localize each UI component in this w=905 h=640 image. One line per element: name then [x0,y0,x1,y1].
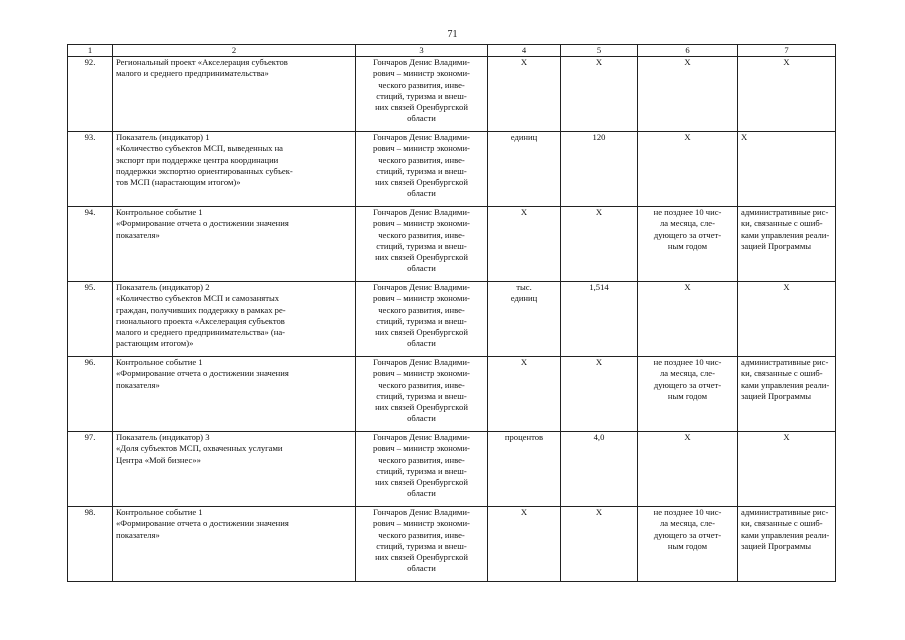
item-name-line: показателя» [116,529,160,540]
unit-of-measure-line: единиц [510,132,538,142]
responsible-person-line: стиций, туризма и внеш- [376,465,467,476]
deadline [638,507,738,582]
target-value: Х [561,207,638,282]
program-table [67,44,836,582]
risk-description [738,432,836,507]
responsible-person-line: области [407,488,436,499]
item-name [113,207,356,282]
deadline-line: не позднее 10 чис- [653,507,722,517]
deadline [638,57,738,132]
responsible-person-line: них связей Оренбургской [375,327,468,338]
table-row [68,432,836,507]
item-name-line: «Доля субъектов МСП, охваченных услугами [116,443,283,454]
deadline-line: дующего за отчет- [653,229,722,240]
risk-description-line: административные рис- [741,507,829,517]
responsible-person-line: области [407,413,436,424]
responsible-person-line: ческого развития, инве- [378,379,465,390]
deadline-line: ным годом [667,390,708,401]
responsible-person-line: стиций, туризма и внеш- [376,540,467,551]
responsible-person [356,357,488,432]
unit-of-measure-line: тыс. [516,282,532,292]
column-header-5: 5 [561,45,638,57]
risk-description-line: административные рис- [741,207,829,217]
table-row [68,132,836,207]
responsible-person-line: рович – министр экономи- [373,293,470,304]
header-row [68,45,836,57]
item-name-line: граждан, получивших поддержку в рамках ре- [116,304,286,315]
responsible-person-line: стиций, туризма и внеш- [376,390,467,401]
responsible-person [356,132,488,207]
responsible-person-line: Гончаров Денис Владими- [373,132,470,142]
unit-of-measure-line: Х [520,507,528,517]
responsible-person-line: Гончаров Денис Владими- [373,282,470,292]
unit-of-measure [488,432,561,507]
unit-of-measure-line: процентов [504,432,544,442]
responsible-person-line: стиций, туризма и внеш- [376,90,467,101]
table-header [68,45,836,57]
responsible-person-line: области [407,113,436,124]
item-name [113,132,356,207]
item-name-line: Контрольное событие 1 [116,507,203,517]
responsible-person-line: рович – министр экономи- [373,143,470,154]
responsible-person-line: рович – министр экономи- [373,368,470,379]
responsible-person-line: них связей Оренбургской [375,477,468,488]
risk-description [738,507,836,582]
deadline [638,132,738,207]
risk-description [738,132,836,207]
responsible-person-line: ческого развития, инве- [378,154,465,165]
risk-description [738,282,836,357]
responsible-person-line: них связей Оренбургской [375,402,468,413]
item-name-line: показателя» [116,379,160,390]
risk-description-line: зацией Программы [741,390,812,401]
item-name-line: малого и среднего предпринимательства» [116,68,269,79]
deadline-line: не позднее 10 чис- [653,207,722,217]
column-header-7: 7 [738,45,836,57]
item-name [113,432,356,507]
responsible-person [356,207,488,282]
item-name-line: Центра «Мой бизнес»» [116,454,201,465]
table-row [68,282,836,357]
responsible-person-line: рович – министр экономи- [373,443,470,454]
target-value: Х [561,357,638,432]
item-name-line: экспорт при поддержке центра координации [116,154,279,165]
item-name-line: Региональный проект «Акселерация субъектов [116,57,288,67]
page-number: 71 [447,29,458,40]
table-row [68,507,836,582]
item-name-line: «Количество субъектов МСП, выведенных на [116,143,283,154]
item-name-line: «Количество субъектов МСП и самозанятых [116,293,280,304]
responsible-person-line: них связей Оренбургской [375,252,468,263]
unit-of-measure [488,207,561,282]
risk-description-line: Х [783,282,790,292]
item-name-line: «Формирование отчета о достижении значения [116,368,289,379]
deadline [638,357,738,432]
target-value: 4,0 [561,432,638,507]
item-name-line: «Формирование отчета о достижении значения [116,218,289,229]
unit-of-measure-line: Х [520,207,528,217]
deadline-line: дующего за отчет- [653,529,722,540]
deadline-line: ла месяца, сле- [660,218,715,229]
responsible-person [356,282,488,357]
responsible-person [356,507,488,582]
risk-description-line: Х [783,57,790,67]
responsible-person-line: них связей Оренбургской [375,102,468,113]
unit-of-measure-line: единиц [510,293,538,304]
item-name-line: Контрольное событие 1 [116,357,203,367]
target-value: Х [561,57,638,132]
responsible-person-line: Гончаров Денис Владими- [373,432,470,442]
responsible-person-line: ческого развития, инве- [378,79,465,90]
responsible-person-line: области [407,563,436,574]
risk-description-line: ки, связанные с ошиб- [741,518,823,529]
item-name-line: растающим итогом)» [116,338,194,349]
deadline [638,207,738,282]
deadline [638,282,738,357]
deadline-line: ным годом [667,240,708,251]
column-header-3: 3 [356,45,488,57]
target-value: 120 [561,132,638,207]
unit-of-measure [488,507,561,582]
table-row [68,57,836,132]
unit-of-measure [488,357,561,432]
unit-of-measure [488,57,561,132]
target-value: Х [561,507,638,582]
deadline-line: Х [684,432,691,442]
responsible-person-line: области [407,188,436,199]
responsible-person-line: них связей Оренбургской [375,552,468,563]
responsible-person-line: стиций, туризма и внеш- [376,315,467,326]
item-name-line: гионального проекта «Акселерация субъектов [116,315,285,326]
row-number: 95. [68,282,113,357]
responsible-person-line: ческого развития, инве- [378,304,465,315]
risk-description-line: Х [783,432,790,442]
responsible-person-line: Гончаров Денис Владими- [373,57,470,67]
item-name-line: Показатель (индикатор) 1 [116,132,210,142]
responsible-person-line: области [407,263,436,274]
responsible-person-line: рович – министр экономи- [373,518,470,529]
item-name-line: Контрольное событие 1 [116,207,203,217]
item-name [113,57,356,132]
risk-description-line: зацией Программы [741,540,812,551]
deadline [638,432,738,507]
item-name-line: малого и среднего предпринимательства» (на- [116,327,286,338]
responsible-person-line: области [407,338,436,349]
row-number: 96. [68,357,113,432]
unit-of-measure [488,282,561,357]
deadline-line: ла месяца, сле- [660,368,715,379]
table-body [68,57,836,582]
risk-description-line: административные рис- [741,357,829,367]
responsible-person-line: рович – министр экономи- [373,218,470,229]
item-name-line: Показатель (индикатор) 2 [116,282,210,292]
deadline-line: не позднее 10 чис- [653,357,722,367]
row-number: 98. [68,507,113,582]
row-number: 97. [68,432,113,507]
responsible-person-line: Гончаров Денис Владими- [373,357,470,367]
risk-description [738,207,836,282]
responsible-person-line: ческого развития, инве- [378,229,465,240]
responsible-person-line: рович – министр экономи- [373,68,470,79]
deadline-line: ным годом [667,540,708,551]
deadline-line: дующего за отчет- [653,379,722,390]
risk-description-line: ки, связанные с ошиб- [741,368,823,379]
item-name [113,357,356,432]
responsible-person [356,432,488,507]
deadline-line: ла месяца, сле- [660,518,715,529]
risk-description [738,357,836,432]
deadline-line: Х [684,132,691,142]
item-name [113,507,356,582]
deadline-line: Х [684,282,691,292]
risk-description [738,57,836,132]
risk-description-line: ками управления реали- [741,529,830,540]
item-name-line: тов МСП (нарастающим итогом)» [116,177,241,188]
unit-of-measure-line: Х [520,357,528,367]
responsible-person-line: ческого развития, инве- [378,454,465,465]
responsible-person-line: Гончаров Денис Владими- [373,207,470,217]
target-value: 1,514 [561,282,638,357]
item-name-line: показателя» [116,229,160,240]
responsible-person-line: стиций, туризма и внеш- [376,240,467,251]
risk-description-line: ками управления реали- [741,379,830,390]
column-header-6: 6 [638,45,738,57]
item-name-line: «Формирование отчета о достижении значения [116,518,289,529]
row-number: 94. [68,207,113,282]
row-number: 92. [68,57,113,132]
column-header-4: 4 [488,45,561,57]
column-header-1: 1 [68,45,113,57]
responsible-person-line: стиций, туризма и внеш- [376,165,467,176]
responsible-person-line: них связей Оренбургской [375,177,468,188]
row-number: 93. [68,132,113,207]
table-row [68,357,836,432]
responsible-person-line: Гончаров Денис Владими- [373,507,470,517]
unit-of-measure [488,132,561,207]
unit-of-measure-line: Х [520,57,528,67]
column-header-2: 2 [113,45,356,57]
deadline-line: Х [684,57,691,67]
risk-description-line: зацией Программы [741,240,812,251]
table-row [68,207,836,282]
risk-description-line: Х [741,132,748,142]
responsible-person [356,57,488,132]
risk-description-line: ками управления реали- [741,229,830,240]
risk-description-line: ки, связанные с ошиб- [741,218,823,229]
item-name-line: поддержки экспортно ориентированных субъек- [116,165,293,176]
item-name-line: Показатель (индикатор) 3 [116,432,210,442]
item-name [113,282,356,357]
responsible-person-line: ческого развития, инве- [378,529,465,540]
